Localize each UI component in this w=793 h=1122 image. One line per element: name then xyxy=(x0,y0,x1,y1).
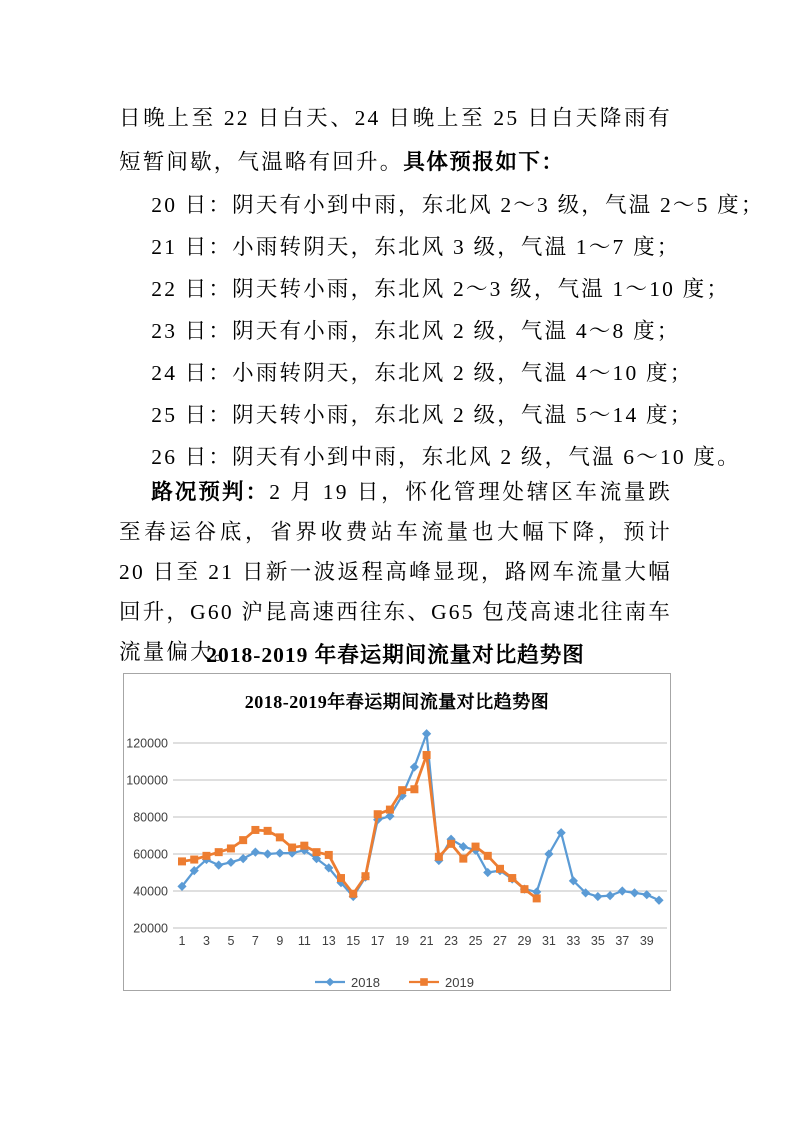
svg-text:13: 13 xyxy=(321,934,336,948)
road-forecast-text: 2 月 19 日，怀化管理处辖区车流量跌至春运谷底，省界收费站车流量也大幅下降，预计 20 日至 21 日新一波返程高峰显现，路网车流量大幅回升，G60 沪昆高速西往东、G65 包茂高速北往南车流量偏大。 xyxy=(119,480,672,664)
svg-text:27: 27 xyxy=(493,934,507,948)
forecast-day-list xyxy=(119,184,765,478)
intro-bold-tail: 具体预报如下： xyxy=(403,150,565,174)
forecast-day-line: 26 日：阴天有小到中雨，东北风 2 级，气温 6～10 度。 xyxy=(151,445,741,469)
intro-text: 日晚上至 22 日白天、24 日晚上至 25 日白天降雨有短暂间歇，气温略有回升。 xyxy=(119,106,672,174)
forecast-day-line: 23 日：阴天有小雨，东北风 2 级，气温 4～8 度； xyxy=(151,319,681,343)
svg-text:35: 35 xyxy=(590,934,605,948)
svg-text:25: 25 xyxy=(468,934,483,948)
forecast-day-line: 21 日：小雨转阴天，东北风 3 级，气温 1～7 度； xyxy=(151,235,681,259)
forecast-day-line: 24 日：小雨转阴天，东北风 2 级，气温 4～10 度； xyxy=(151,361,694,385)
document-body xyxy=(119,96,765,670)
svg-text:2018: 2018 xyxy=(351,974,380,990)
svg-text:2019: 2019 xyxy=(445,974,474,990)
svg-text:120000: 120000 xyxy=(126,736,168,751)
svg-text:60000: 60000 xyxy=(133,847,168,862)
svg-text:15: 15 xyxy=(346,934,361,948)
road-forecast-bold-lead: 路况预判： xyxy=(151,480,270,504)
chart-title: 2018-2019年春运期间流量对比趋势图 xyxy=(244,692,550,712)
svg-text:40000: 40000 xyxy=(133,884,168,899)
intro-paragraph xyxy=(119,96,672,184)
svg-text:31: 31 xyxy=(541,934,556,948)
svg-text:29: 29 xyxy=(517,934,532,948)
svg-text:17: 17 xyxy=(370,934,385,948)
svg-text:7: 7 xyxy=(251,934,259,948)
svg-text:80000: 80000 xyxy=(133,810,168,825)
forecast-day-line: 25 日：阴天转小雨，东北风 2 级，气温 5～14 度； xyxy=(151,403,694,427)
svg-text:1: 1 xyxy=(178,934,186,948)
svg-text:21: 21 xyxy=(419,934,434,948)
svg-text:23: 23 xyxy=(444,934,459,948)
svg-text:33: 33 xyxy=(566,934,581,948)
svg-text:3: 3 xyxy=(202,934,210,948)
forecast-day-line: 20 日：阴天有小到中雨，东北风 2～3 级，气温 2～5 度； xyxy=(151,193,765,217)
svg-text:5: 5 xyxy=(227,934,235,948)
flow-trend-chart-canvas xyxy=(124,674,670,990)
flow-trend-chart xyxy=(123,673,671,991)
svg-text:9: 9 xyxy=(276,934,284,948)
forecast-day-line: 22 日：阴天转小雨，东北风 2～3 级，气温 1～10 度； xyxy=(151,277,731,301)
svg-text:100000: 100000 xyxy=(126,773,168,788)
svg-text:37: 37 xyxy=(615,934,630,948)
svg-text:39: 39 xyxy=(639,934,654,948)
svg-text:19: 19 xyxy=(395,934,410,948)
svg-text:20000: 20000 xyxy=(133,921,168,936)
chart-heading: 2018-2019 年春运期间流量对比趋势图 xyxy=(206,643,585,667)
svg-text:11: 11 xyxy=(297,934,311,948)
